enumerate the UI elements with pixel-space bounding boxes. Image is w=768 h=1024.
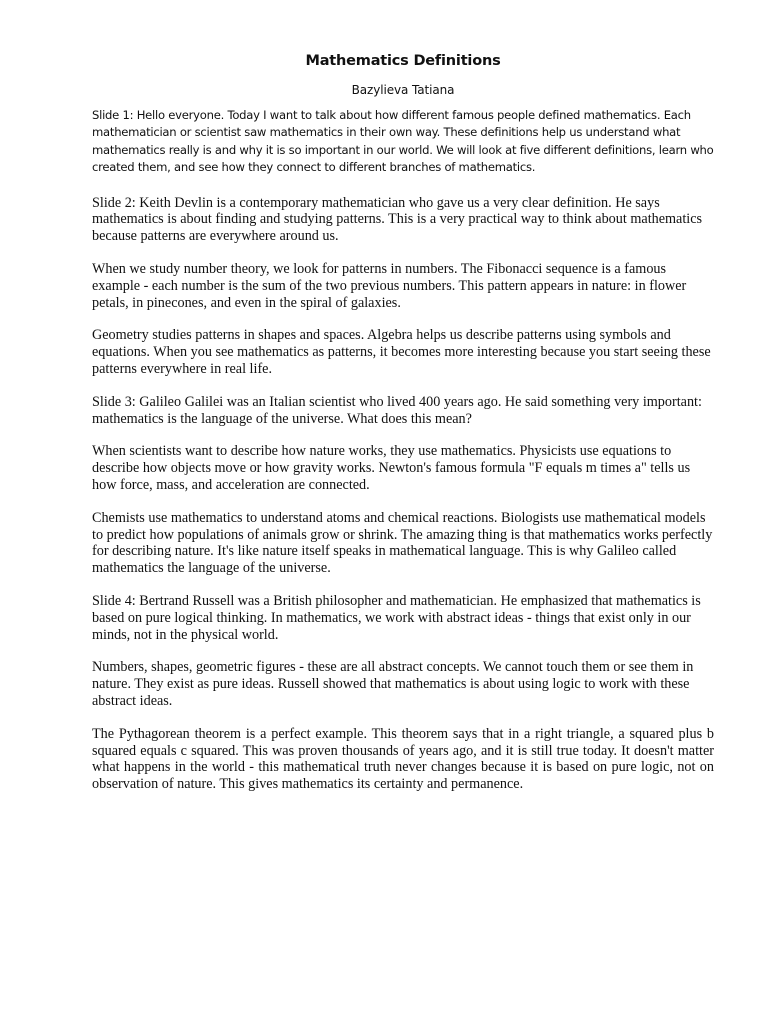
body-paragraph: When we study number theory, we look for patterns in numbers. The Fibonacci sequence is a famous example - each number is the sum of the two previous numbers. This pattern appears in nature: in flower petals, in pinecones, and even in the spiral of galaxies. [92,261,687,311]
document-title: Mathematics Definitions [305,53,501,69]
body-paragraph: When scientists want to describe how nature works, they use mathematics. Physicists use equations to describe how objects move or how gravity works. Newton's famous formula "F equals m times a" tells us how force, mass, and acceleration are connected. [92,443,691,493]
body-paragraph: Slide 3: Galileo Galilei was an Italian scientist who lived 400 years ago. He said something very important: mathematics is the language of the universe. What does this mean? [92,393,702,427]
body-paragraph: The Pythagorean theorem is a perfect example. This theorem says that in a right triangle, a squared plus b squared equals c squared. This was proven thousands of years ago, and it is still true today. It doesn't matter what happens in the world - this mathematical truth never changes because it is based on pure logic, not on observation of nature. This gives mathematics its certainty and permanence. [92,725,714,793]
body-paragraph: Chemists use mathematics to understand atoms and chemical reactions. Biologists use mathematical models to predict how populations of animals grow or shrink. The amazing thing is that mathematics works perfectly for describing nature. It's like nature itself speaks in mathematical language. This is why Galileo called mathematics the language of the universe. [92,509,713,577]
document-author: Bazylieva Tatiana [351,83,455,97]
intro-paragraph: Slide 1: Hello everyone. Today I want to talk about how different famous people defined mathematics. Each mathematician or scientist saw mathematics in their own way. These definitions help us understand what mathematics really is and why it is so important in our world. We will look at five different definitions, learn who created them, and see how they connect to different branches of mathematics. [92,108,714,175]
body-paragraph: Numbers, shapes, geometric figures - these are all abstract concepts. We cannot touch them or see them in nature. They exist as pure ideas. Russell showed that mathematics is about using logic to work with these abstract ideas. [92,659,694,709]
document-body [92,50,714,793]
body-paragraph: Geometry studies patterns in shapes and spaces. Algebra helps us describe patterns using symbols and equations. When you see mathematics as patterns, it becomes more interesting because you start seeing these patterns everywhere in real life. [92,327,711,377]
body-paragraph: Slide 2: Keith Devlin is a contemporary mathematician who gave us a very clear definition. He says mathematics is about finding and studying patterns. This is a very practical way to think about mathematics because patterns are everywhere around us. [92,194,703,245]
body-paragraph: Slide 4: Bertrand Russell was a British philosopher and mathematician. He emphasized that mathematics is based on pure logical thinking. In mathematics, we work with abstract ideas - things that exist only in our minds, not in the physical world. [92,592,701,643]
